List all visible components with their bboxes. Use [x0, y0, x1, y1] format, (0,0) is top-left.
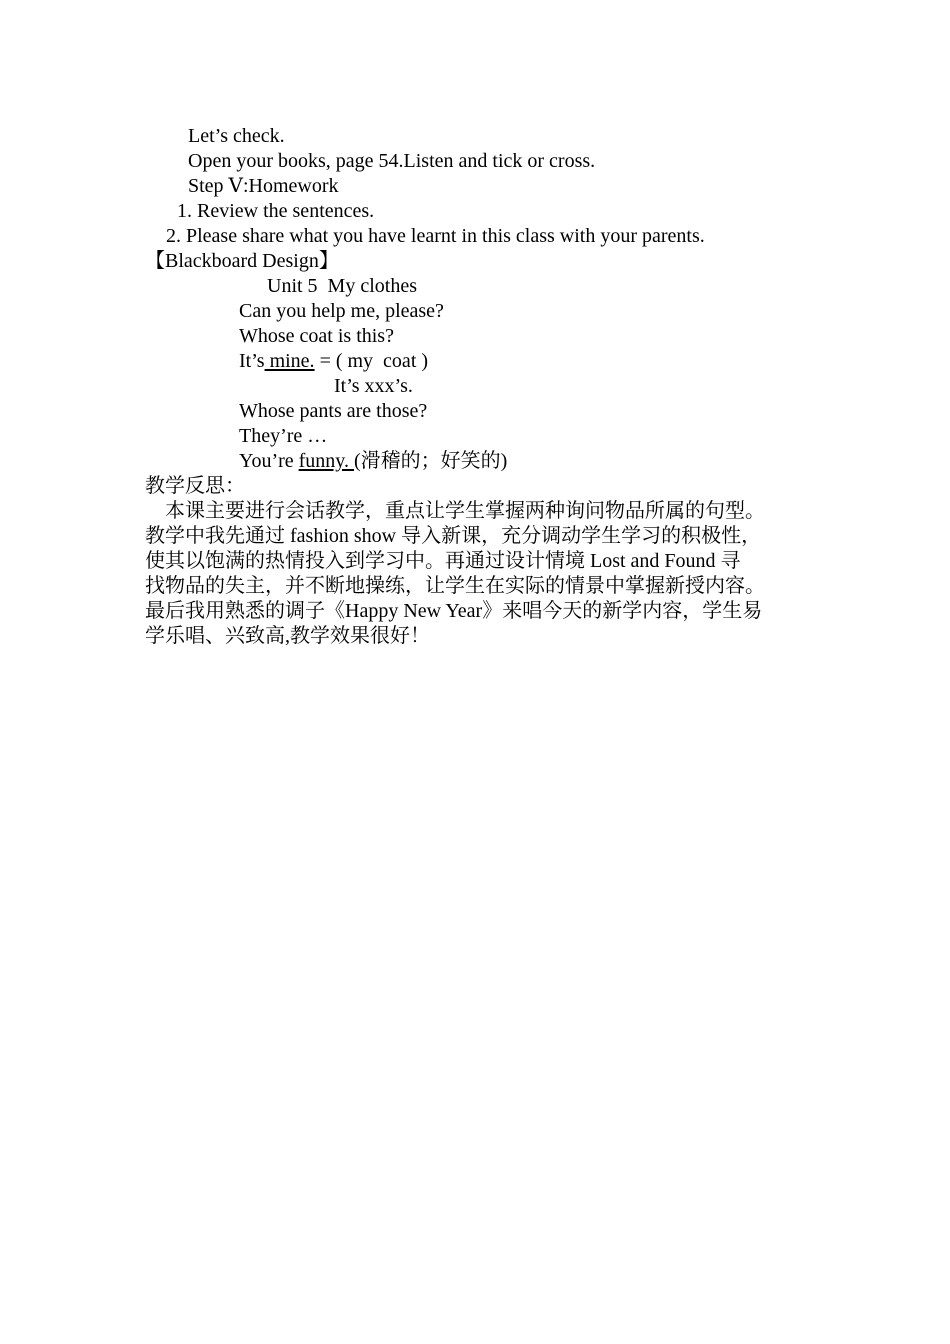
- reflection-line-5: 最后我用熟悉的调子《Happy New Year》来唱今天的新学内容，学生易: [145, 600, 763, 622]
- blackboard-line-xxx: It’s xxx’s.: [334, 375, 413, 397]
- reflection-line-1: 本课主要进行会话教学，重点让学生掌握两种询问物品所属的句型。: [145, 500, 765, 522]
- reflection-line-3: 使其以饱满的热情投入到学习中。再通过设计情境 Lost and Found 寻: [145, 550, 741, 572]
- check-title: Let’s check.: [188, 125, 285, 147]
- check-instruction: Open your books, page 54.Listen and tick or cross.: [188, 150, 596, 172]
- youre-prefix: You’re: [239, 450, 299, 472]
- reflection-line-2: 教学中我先通过 fashion show 导入新课，充分调动学生学习的积极性，: [145, 525, 762, 547]
- its-suffix: = ( my coat ): [314, 350, 429, 372]
- reflection-line-4: 找物品的失主，并不断地操练，让学生在实际的情景中掌握新授内容。: [145, 575, 765, 597]
- homework-item-2: 2. Please share what you have learnt in this class with your parents.: [166, 225, 705, 247]
- its-prefix: It’s: [239, 350, 265, 372]
- homework-heading: Step Ⅴ:Homework: [188, 175, 339, 197]
- reflection-heading: 教学反思：: [145, 475, 245, 497]
- blackboard-line-youre-funny: [239, 449, 507, 474]
- youre-underlined-word: funny.: [298, 450, 355, 472]
- youre-suffix: (滑稽的；好笑的): [354, 450, 508, 472]
- blackboard-line-theyre: They’re …: [239, 425, 328, 447]
- blackboard-line-help: Can you help me, please?: [239, 300, 444, 322]
- blackboard-heading: 【Blackboard Design】: [145, 250, 339, 272]
- reflection-line-6: 学乐唱、兴致高,教学效果很好！: [145, 625, 430, 647]
- unit-title: Unit 5 My clothes: [267, 275, 417, 297]
- blackboard-line-whose-pants: Whose pants are those?: [239, 400, 428, 422]
- blackboard-line-whose-coat: Whose coat is this?: [239, 325, 394, 347]
- its-underlined-word: mine.: [264, 350, 315, 372]
- blackboard-line-its-mine: [239, 349, 428, 374]
- homework-item-1: 1. Review the sentences.: [177, 200, 375, 222]
